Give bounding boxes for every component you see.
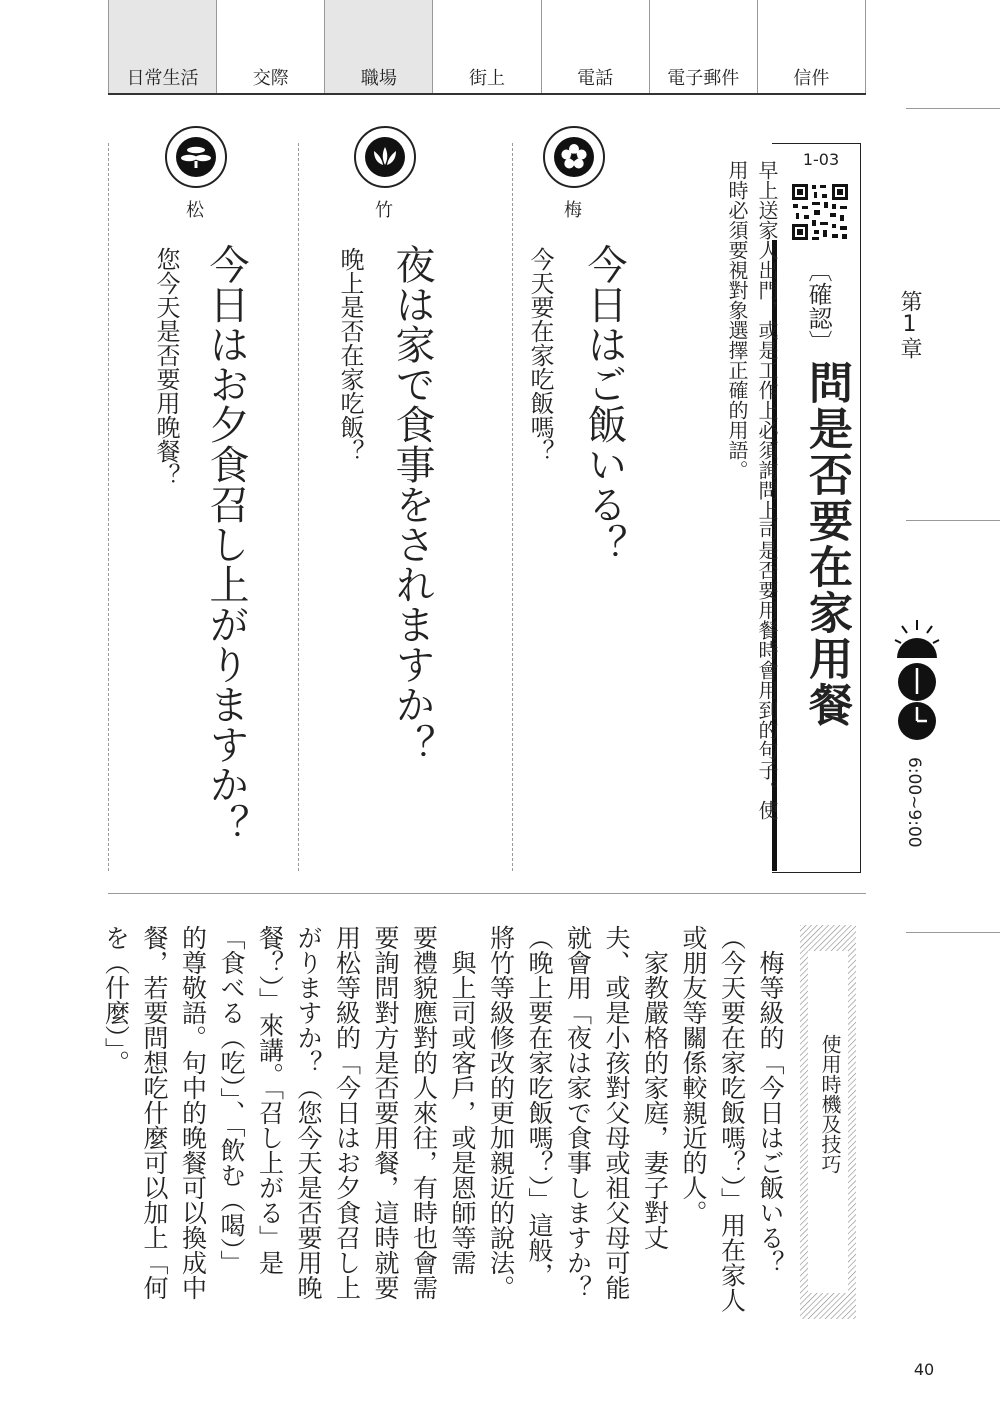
tab-street[interactable]: 街上 <box>432 0 540 94</box>
qr-code-icon[interactable] <box>790 182 850 242</box>
margin-line <box>906 108 1000 109</box>
level-name-plum: 梅 <box>564 200 582 221</box>
tab-letter[interactable]: 信件 <box>757 0 866 94</box>
tab-social[interactable]: 交際 <box>216 0 324 94</box>
intro-text: 早上送家人出門，或是工作上必須詢問上司是否要用餐時會用到的句子。使 用時必須要視對象選擇正確的用語。 <box>725 160 779 820</box>
plum-level-icon <box>543 126 605 188</box>
margin-line <box>906 932 1000 933</box>
section-title: 問是否要在家用餐 <box>801 360 852 728</box>
tab-phone[interactable]: 電話 <box>541 0 649 94</box>
bamboo-japanese-phrase: 夜は家で食事をされますか？ <box>389 244 435 764</box>
section-divider <box>108 893 866 894</box>
sunrise-clock-icon <box>894 618 940 742</box>
category-tabs <box>108 0 866 94</box>
tab-underline <box>108 93 866 95</box>
pine-japanese-phrase: 今日はお夕食召し上がりますか？ <box>203 244 249 844</box>
section-tag: 〔確認〕 <box>804 258 832 354</box>
bamboo-icon <box>365 137 405 177</box>
tab-workplace[interactable]: 職場 <box>324 0 432 94</box>
level-name-bamboo: 竹 <box>375 200 393 221</box>
chapter-label: 第1章 <box>897 290 922 359</box>
tab-daily-life[interactable]: 日常生活 <box>108 0 216 94</box>
tips-heading: 使用時機及技巧 <box>818 1034 842 1174</box>
bamboo-level-icon <box>354 126 416 188</box>
section-number: 1-03 <box>802 150 840 169</box>
tips-body: 梅等級的「今日はご飯いる？ （今天要在家吃飯嗎？）」用在家人 或朋友等關係較親近的人。 家教嚴格的家庭，妻子對丈 夫、或是小孩對父母或祖父母可能 就會用「夜は家で食事しますか？ （晚上要在家吃飯嗎？）」這般， 將竹等級修改的更加親近的說法。 與上司或客戶，或是恩師等需 要禮貌應對的人來往，有時也會需 要詢問對方是否要用餐，這時就要 用松等級的「今日はお夕食召し上 がりますか？（您今天是否要用晚 餐？）」來講。「召し上がる」是 「食べる（吃）」、「飲む（喝）」 的尊敬語。句中的晚餐可以換成中 餐，若要問想吃什麼可以加上「何 を（什麼）」。 <box>101 925 785 1313</box>
tab-email[interactable]: 電子郵件 <box>649 0 757 94</box>
plum-japanese-phrase: 今日はご飯いる？ <box>581 244 627 564</box>
page-number: 40 <box>913 1360 935 1379</box>
pine-chinese-translation: 您今天是否要用晚餐？ <box>152 247 180 487</box>
bamboo-chinese-translation: 晚上是否在家吃飯？ <box>336 247 364 463</box>
level-name-pine: 松 <box>186 200 204 221</box>
pine-level-icon <box>165 126 227 188</box>
pine-icon <box>176 137 216 177</box>
column-divider <box>108 143 109 871</box>
plum-chinese-translation: 今天要在家吃飯嗎？ <box>526 247 554 463</box>
column-divider <box>512 143 513 871</box>
plum-blossom-icon <box>554 137 594 177</box>
margin-line <box>906 520 1000 521</box>
column-divider <box>298 143 299 871</box>
time-range: 6:00~9:00 <box>904 757 924 848</box>
